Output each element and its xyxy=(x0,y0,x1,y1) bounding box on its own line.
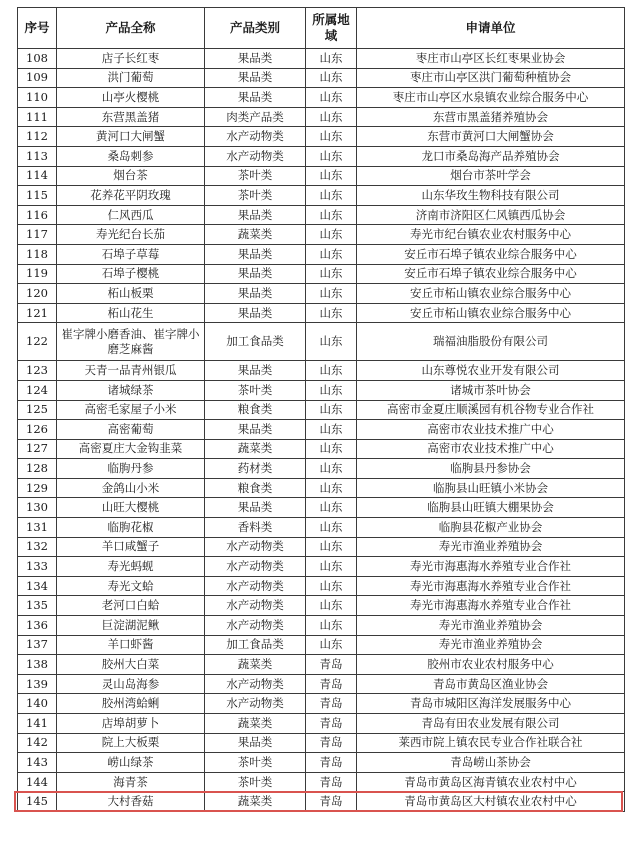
cell-category: 药材类 xyxy=(205,459,306,479)
cell-org: 青岛市黄岛区海青镇农业农村中心 xyxy=(357,772,625,792)
cell-num: 111 xyxy=(18,107,57,127)
cell-category: 茶叶类 xyxy=(205,186,306,206)
table-row xyxy=(18,107,625,127)
cell-region: 山东 xyxy=(306,225,357,245)
cell-region: 山东 xyxy=(306,49,357,69)
cell-num: 136 xyxy=(18,616,57,636)
cell-name: 临朐花椒 xyxy=(57,518,205,538)
cell-name: 东营黑盖猪 xyxy=(57,107,205,127)
cell-region: 山东 xyxy=(306,244,357,264)
cell-category: 粮食类 xyxy=(205,478,306,498)
product-registry-page xyxy=(17,7,624,812)
table-row xyxy=(18,420,625,440)
cell-num: 123 xyxy=(18,361,57,381)
cell-region: 山东 xyxy=(306,459,357,479)
table-row xyxy=(18,88,625,108)
cell-region: 青岛 xyxy=(306,792,357,812)
table-row xyxy=(18,264,625,284)
cell-region: 山东 xyxy=(306,361,357,381)
cell-name: 石埠子草莓 xyxy=(57,244,205,264)
table-row xyxy=(18,674,625,694)
cell-org: 安丘市石埠子镇农业综合服务中心 xyxy=(357,264,625,284)
cell-category: 果品类 xyxy=(205,205,306,225)
table-row xyxy=(18,205,625,225)
cell-org: 枣庄市山亭区长红枣果业协会 xyxy=(357,49,625,69)
cell-name: 天青一品青州银瓜 xyxy=(57,361,205,381)
cell-category: 茶叶类 xyxy=(205,753,306,773)
cell-num: 114 xyxy=(18,166,57,186)
cell-category: 茶叶类 xyxy=(205,380,306,400)
cell-name: 胶州大白菜 xyxy=(57,655,205,675)
cell-category: 茶叶类 xyxy=(205,166,306,186)
table-row xyxy=(18,459,625,479)
cell-num: 133 xyxy=(18,557,57,577)
header-num: 序号 xyxy=(18,8,57,49)
cell-region: 山东 xyxy=(306,439,357,459)
cell-name: 寿光纪台长茄 xyxy=(57,225,205,245)
cell-name: 洪门葡萄 xyxy=(57,68,205,88)
cell-category: 果品类 xyxy=(205,420,306,440)
cell-org: 东营市黑盖猪养殖协会 xyxy=(357,107,625,127)
cell-region: 山东 xyxy=(306,323,357,361)
cell-region: 山东 xyxy=(306,107,357,127)
cell-num: 130 xyxy=(18,498,57,518)
cell-name: 石埠子樱桃 xyxy=(57,264,205,284)
cell-region: 青岛 xyxy=(306,655,357,675)
cell-org: 青岛市黄岛区渔业协会 xyxy=(357,674,625,694)
cell-name: 仁风西瓜 xyxy=(57,205,205,225)
cell-region: 山东 xyxy=(306,166,357,186)
cell-org: 莱西市院上镇农民专业合作社联合社 xyxy=(357,733,625,753)
cell-num: 121 xyxy=(18,303,57,323)
cell-region: 山东 xyxy=(306,616,357,636)
cell-num: 118 xyxy=(18,244,57,264)
cell-org: 山东华玫生物科技有限公司 xyxy=(357,186,625,206)
cell-category: 水产动物类 xyxy=(205,596,306,616)
cell-org: 寿光市海惠海水养殖专业合作社 xyxy=(357,576,625,596)
cell-category: 水产动物类 xyxy=(205,557,306,577)
cell-category: 果品类 xyxy=(205,88,306,108)
cell-category: 水产动物类 xyxy=(205,146,306,166)
header-org: 申请单位 xyxy=(357,8,625,49)
cell-org: 临朐县丹参协会 xyxy=(357,459,625,479)
table-row xyxy=(18,537,625,557)
cell-category: 粮食类 xyxy=(205,400,306,420)
cell-category: 加工食品类 xyxy=(205,635,306,655)
cell-name: 山旺大樱桃 xyxy=(57,498,205,518)
cell-name: 烟台茶 xyxy=(57,166,205,186)
cell-num: 124 xyxy=(18,380,57,400)
cell-category: 水产动物类 xyxy=(205,127,306,147)
cell-name: 诸城绿茶 xyxy=(57,380,205,400)
cell-category: 果品类 xyxy=(205,264,306,284)
table-row xyxy=(18,127,625,147)
table-row xyxy=(18,478,625,498)
cell-num: 138 xyxy=(18,655,57,675)
cell-region: 山东 xyxy=(306,596,357,616)
cell-category: 果品类 xyxy=(205,68,306,88)
cell-num: 144 xyxy=(18,772,57,792)
cell-region: 山东 xyxy=(306,537,357,557)
cell-region: 山东 xyxy=(306,635,357,655)
cell-name: 崔字牌小磨香油、崔字牌小磨芝麻酱 xyxy=(57,323,205,361)
cell-region: 山东 xyxy=(306,518,357,538)
table-row xyxy=(18,714,625,734)
cell-org: 山东尊悦农业开发有限公司 xyxy=(357,361,625,381)
cell-org: 临朐县山旺镇小米协会 xyxy=(357,478,625,498)
cell-name: 巨淀湖泥鳅 xyxy=(57,616,205,636)
cell-category: 茶叶类 xyxy=(205,772,306,792)
cell-region: 青岛 xyxy=(306,674,357,694)
cell-num: 145 xyxy=(18,792,57,812)
cell-num: 129 xyxy=(18,478,57,498)
cell-num: 125 xyxy=(18,400,57,420)
table-row xyxy=(18,146,625,166)
cell-org: 瑞福油脂股份有限公司 xyxy=(357,323,625,361)
cell-name: 大村香菇 xyxy=(57,792,205,812)
header-name: 产品全称 xyxy=(57,8,205,49)
cell-region: 山东 xyxy=(306,88,357,108)
cell-name: 羊口虾酱 xyxy=(57,635,205,655)
table-row xyxy=(18,518,625,538)
cell-num: 128 xyxy=(18,459,57,479)
table-row xyxy=(18,323,625,361)
header-region: 所属地域 xyxy=(306,8,357,49)
cell-region: 山东 xyxy=(306,205,357,225)
cell-name: 羊口咸蟹子 xyxy=(57,537,205,557)
cell-num: 134 xyxy=(18,576,57,596)
cell-org: 青岛崂山茶协会 xyxy=(357,753,625,773)
cell-org: 寿光市渔业养殖协会 xyxy=(357,537,625,557)
cell-org: 寿光市渔业养殖协会 xyxy=(357,616,625,636)
cell-org: 枣庄市山亭区水泉镇农业综合服务中心 xyxy=(357,88,625,108)
cell-region: 山东 xyxy=(306,303,357,323)
cell-org: 青岛市城阳区海洋发展服务中心 xyxy=(357,694,625,714)
cell-category: 水产动物类 xyxy=(205,674,306,694)
cell-region: 山东 xyxy=(306,557,357,577)
header-category: 产品类别 xyxy=(205,8,306,49)
cell-category: 蔬菜类 xyxy=(205,655,306,675)
cell-org: 安丘市石埠子镇农业综合服务中心 xyxy=(357,244,625,264)
cell-category: 水产动物类 xyxy=(205,616,306,636)
cell-num: 140 xyxy=(18,694,57,714)
cell-category: 水产动物类 xyxy=(205,694,306,714)
cell-name: 临朐丹参 xyxy=(57,459,205,479)
table-row xyxy=(18,380,625,400)
cell-name: 黄河口大闸蟹 xyxy=(57,127,205,147)
cell-region: 青岛 xyxy=(306,714,357,734)
cell-num: 143 xyxy=(18,753,57,773)
cell-name: 柘山板栗 xyxy=(57,284,205,304)
cell-category: 水产动物类 xyxy=(205,576,306,596)
table-row xyxy=(18,557,625,577)
cell-num: 135 xyxy=(18,596,57,616)
cell-num: 139 xyxy=(18,674,57,694)
table-row xyxy=(18,596,625,616)
cell-region: 山东 xyxy=(306,264,357,284)
table-row xyxy=(18,400,625,420)
cell-region: 山东 xyxy=(306,284,357,304)
header-row xyxy=(18,8,625,49)
cell-org: 青岛市黄岛区大村镇农业农村中心 xyxy=(357,792,625,812)
cell-region: 山东 xyxy=(306,420,357,440)
cell-category: 肉类产品类 xyxy=(205,107,306,127)
cell-org: 临朐县山旺镇大棚果协会 xyxy=(357,498,625,518)
cell-category: 蔬菜类 xyxy=(205,714,306,734)
cell-name: 胶州湾蛤蜊 xyxy=(57,694,205,714)
cell-org: 龙口市桑岛海产品养殖协会 xyxy=(357,146,625,166)
cell-num: 132 xyxy=(18,537,57,557)
table-row xyxy=(18,225,625,245)
cell-name: 寿光文蛤 xyxy=(57,576,205,596)
cell-name: 崂山绿茶 xyxy=(57,753,205,773)
cell-org: 安丘市柘山镇农业综合服务中心 xyxy=(357,303,625,323)
cell-category: 蔬菜类 xyxy=(205,439,306,459)
cell-region: 山东 xyxy=(306,186,357,206)
table-row xyxy=(18,576,625,596)
cell-num: 137 xyxy=(18,635,57,655)
cell-name: 院上大板栗 xyxy=(57,733,205,753)
cell-name: 店子长红枣 xyxy=(57,49,205,69)
cell-org: 高密市金夏庄顺溪园有机谷物专业合作社 xyxy=(357,400,625,420)
cell-org: 济南市济阳区仁风镇西瓜协会 xyxy=(357,205,625,225)
cell-name: 金鸽山小米 xyxy=(57,478,205,498)
cell-num: 122 xyxy=(18,323,57,361)
cell-name: 店埠胡萝卜 xyxy=(57,714,205,734)
cell-region: 山东 xyxy=(306,576,357,596)
cell-category: 水产动物类 xyxy=(205,537,306,557)
table-body xyxy=(18,49,625,812)
cell-org: 烟台市茶叶学会 xyxy=(357,166,625,186)
cell-org: 安丘市柘山镇农业综合服务中心 xyxy=(357,284,625,304)
cell-region: 山东 xyxy=(306,68,357,88)
table-row xyxy=(18,753,625,773)
cell-org: 寿光市渔业养殖协会 xyxy=(357,635,625,655)
cell-org: 高密市农业技术推广中心 xyxy=(357,439,625,459)
cell-num: 142 xyxy=(18,733,57,753)
cell-num: 116 xyxy=(18,205,57,225)
cell-region: 山东 xyxy=(306,400,357,420)
cell-num: 110 xyxy=(18,88,57,108)
table-row xyxy=(18,694,625,714)
cell-num: 126 xyxy=(18,420,57,440)
cell-org: 诸城市茶叶协会 xyxy=(357,380,625,400)
cell-num: 108 xyxy=(18,49,57,69)
cell-name: 花养花平阴玫瑰 xyxy=(57,186,205,206)
table-row xyxy=(18,284,625,304)
cell-category: 果品类 xyxy=(205,49,306,69)
table-row xyxy=(18,635,625,655)
cell-category: 果品类 xyxy=(205,733,306,753)
cell-region: 山东 xyxy=(306,380,357,400)
cell-name: 老河口白蛤 xyxy=(57,596,205,616)
table-row xyxy=(18,361,625,381)
table-row-highlighted xyxy=(18,792,625,812)
table-row xyxy=(18,244,625,264)
cell-region: 青岛 xyxy=(306,733,357,753)
product-table xyxy=(17,7,625,812)
cell-category: 果品类 xyxy=(205,284,306,304)
table-row xyxy=(18,498,625,518)
cell-region: 山东 xyxy=(306,478,357,498)
cell-category: 香料类 xyxy=(205,518,306,538)
cell-category: 蔬菜类 xyxy=(205,225,306,245)
table-row xyxy=(18,303,625,323)
table-row xyxy=(18,772,625,792)
table-row xyxy=(18,166,625,186)
cell-region: 山东 xyxy=(306,127,357,147)
table-header xyxy=(18,8,625,49)
table-row xyxy=(18,49,625,69)
table-row xyxy=(18,655,625,675)
cell-num: 119 xyxy=(18,264,57,284)
table-row xyxy=(18,439,625,459)
cell-org: 寿光市纪台镇农业农村服务中心 xyxy=(357,225,625,245)
cell-name: 海青茶 xyxy=(57,772,205,792)
cell-num: 113 xyxy=(18,146,57,166)
cell-org: 临朐县花椒产业协会 xyxy=(357,518,625,538)
cell-category: 加工食品类 xyxy=(205,323,306,361)
cell-num: 112 xyxy=(18,127,57,147)
cell-region: 青岛 xyxy=(306,753,357,773)
cell-name: 山亭火樱桃 xyxy=(57,88,205,108)
cell-num: 115 xyxy=(18,186,57,206)
cell-num: 131 xyxy=(18,518,57,538)
cell-org: 胶州市农业农村服务中心 xyxy=(357,655,625,675)
cell-num: 141 xyxy=(18,714,57,734)
cell-region: 青岛 xyxy=(306,694,357,714)
cell-num: 117 xyxy=(18,225,57,245)
cell-region: 山东 xyxy=(306,146,357,166)
table-row xyxy=(18,733,625,753)
cell-category: 蔬菜类 xyxy=(205,792,306,812)
cell-org: 青岛有田农业发展有限公司 xyxy=(357,714,625,734)
cell-org: 高密市农业技术推广中心 xyxy=(357,420,625,440)
cell-category: 果品类 xyxy=(205,244,306,264)
cell-org: 寿光市海惠海水养殖专业合作社 xyxy=(357,557,625,577)
cell-name: 高密毛家屋子小米 xyxy=(57,400,205,420)
cell-name: 桑岛刺参 xyxy=(57,146,205,166)
cell-category: 果品类 xyxy=(205,498,306,518)
table-row xyxy=(18,616,625,636)
cell-name: 高密夏庄大金钩韭菜 xyxy=(57,439,205,459)
cell-name: 柘山花生 xyxy=(57,303,205,323)
cell-name: 灵山岛海参 xyxy=(57,674,205,694)
cell-org: 枣庄市山亭区洪门葡萄种植协会 xyxy=(357,68,625,88)
cell-region: 山东 xyxy=(306,498,357,518)
table-row xyxy=(18,68,625,88)
cell-org: 东营市黄河口大闸蟹协会 xyxy=(357,127,625,147)
cell-num: 109 xyxy=(18,68,57,88)
cell-org: 寿光市海惠海水养殖专业合作社 xyxy=(357,596,625,616)
cell-category: 果品类 xyxy=(205,361,306,381)
cell-name: 高密葡萄 xyxy=(57,420,205,440)
cell-num: 127 xyxy=(18,439,57,459)
cell-category: 果品类 xyxy=(205,303,306,323)
cell-name: 寿光蚂蚬 xyxy=(57,557,205,577)
table-row xyxy=(18,186,625,206)
cell-num: 120 xyxy=(18,284,57,304)
cell-region: 青岛 xyxy=(306,772,357,792)
